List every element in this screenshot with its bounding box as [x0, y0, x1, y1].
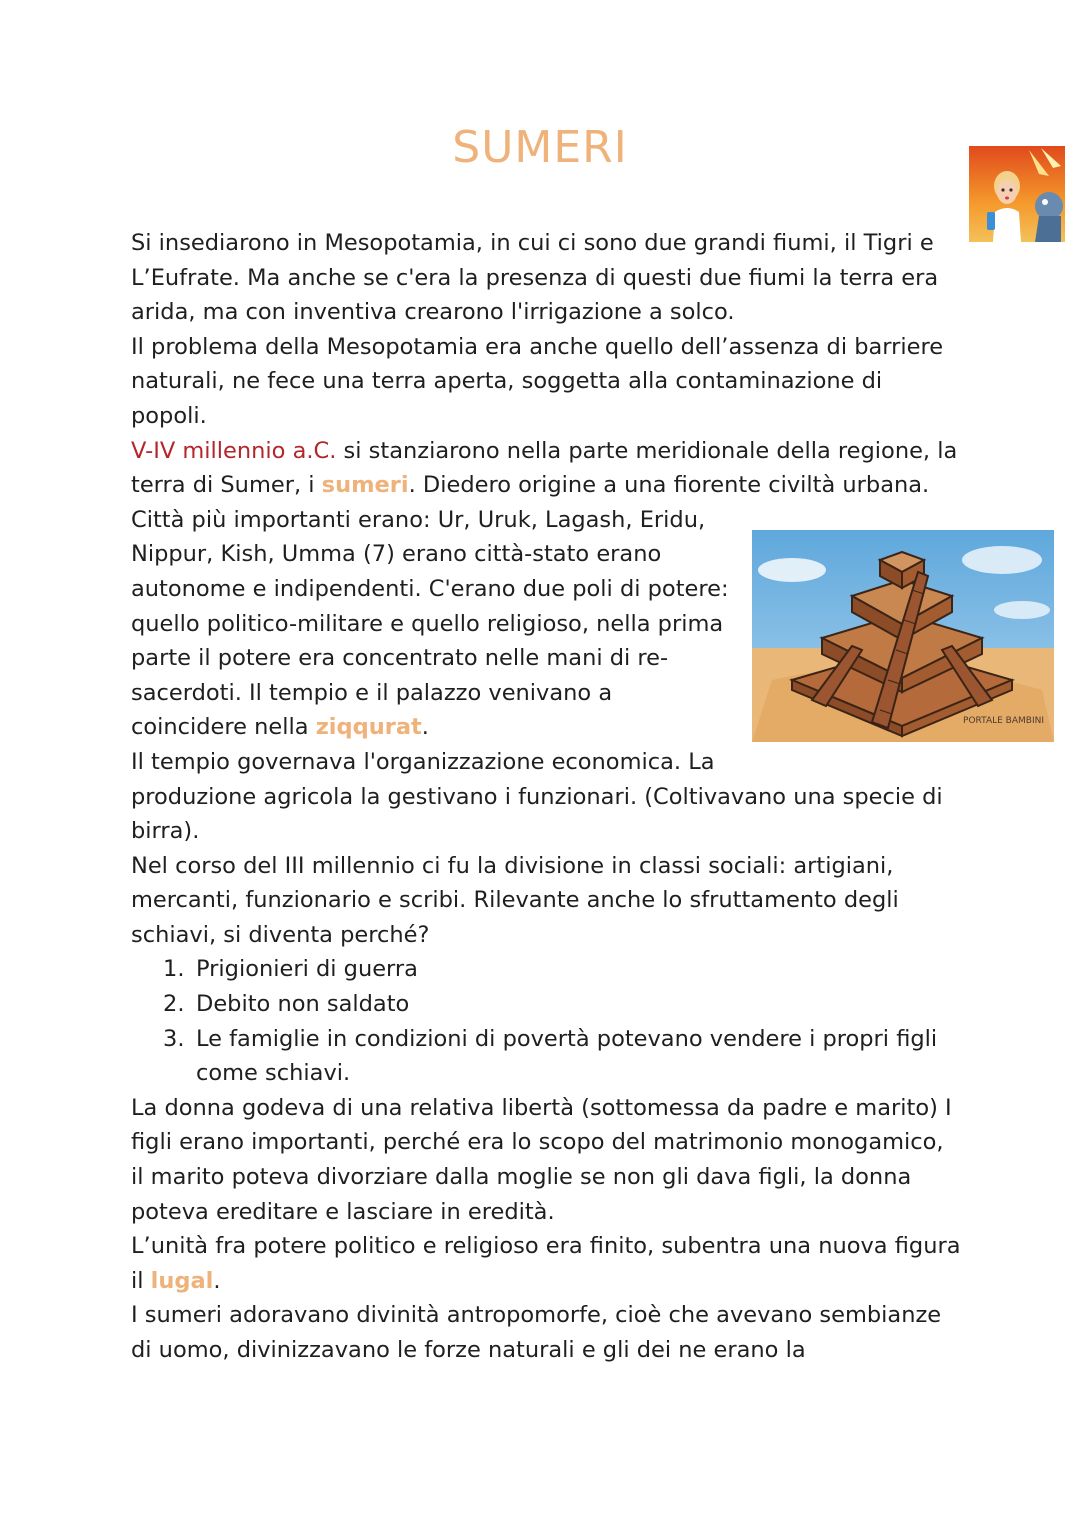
paragraph: Nel corso del III millennio ci fu la divisione in classi sociali: artigiani, mercanti, funzionario e scribi. Rilevante anche lo sfruttamento degli schiavi, si diventa perché? — [131, 852, 899, 948]
paragraph — [131, 434, 961, 503]
image-caption: PORTALE BAMBINI — [963, 716, 1044, 727]
keyword-ziqqurat: ziqqurat — [315, 714, 422, 741]
paragraph — [131, 1229, 961, 1298]
paragraph-text: L’unità fra potere politico e religioso era finito, subentra una nuova figura il — [131, 1233, 961, 1294]
date-highlight: V-IV millennio a.C. — [131, 437, 337, 464]
document-body — [131, 226, 1044, 1368]
ziggurat-image — [752, 530, 1054, 742]
paragraph-text: Città più importanti erano: Ur, Uruk, Lagash, Eridu, Nippur, Kish, Umma (7) erano città-stato erano autonome e indipendenti. C'erano due poli di potere: quello politico-militare e quello religioso, nella prima parte il potere era concentrato nelle mani di re-sacerdoti. Il tempio e il palazzo venivano a coincidere nella — [131, 506, 729, 741]
keyword-lugal: lugal — [150, 1267, 214, 1294]
list-item-text: Le famiglie in condizioni di povertà potevano vendere i propri figli come schiavi. — [196, 1025, 938, 1087]
keyword-sumeri: sumeri — [321, 472, 409, 499]
paragraph-text: . — [213, 1267, 221, 1294]
list-item — [131, 987, 961, 1022]
paragraph: La donna godeva di una relativa libertà (sottomessa da padre e marito) I figli erano importanti, perché era lo scopo del matrimonio monogamico, il marito poteva divorziare dalla moglie se non gli dava figli, la donna poteva ereditare e lasciare in eredità. — [131, 1094, 952, 1225]
paragraph-text: si stanziarono nella parte meridionale della regione, la terra di Sumer, i — [131, 437, 958, 499]
list-item — [131, 1022, 961, 1091]
list-item-text: Prigionieri di guerra — [196, 956, 418, 983]
paragraph: Il problema della Mesopotamia era anche quello dell’assenza di barriere naturali, ne fece una terra aperta, soggetta alla contaminazione di popoli. — [131, 333, 944, 429]
paragraph: Si insediarono in Mesopotamia, in cui ci sono due grandi fiumi, il Tigri e L’Eufrate. Ma anche se c'era la presenza di questi due fiumi la terra era arida, ma con inventiva crearono l'irrigazione a solco. — [131, 230, 939, 326]
paragraph: I sumeri adoravano divinità antropomorfe, cioè che avevano sembianze di uomo, divinizzavano le forze naturali e gli dei ne erano la — [131, 1302, 942, 1363]
list-item — [131, 952, 961, 987]
list-item-text: Debito non saldato — [196, 991, 410, 1018]
list-number: 3. — [163, 1025, 185, 1052]
numbered-list — [131, 952, 961, 1090]
list-number: 1. — [163, 956, 185, 983]
paragraph-text: . — [421, 714, 429, 741]
page-title: SUMERI — [452, 122, 628, 173]
avatar-illustration — [969, 146, 1065, 242]
paragraph: Il tempio governava l'organizzazione economica. La produzione agricola la gestivano i funzionari. (Coltivavano una specie di birra). — [131, 748, 943, 845]
list-number: 2. — [163, 991, 185, 1018]
paragraph-text: . Diedero origine a una fiorente civiltà urbana. — [408, 472, 930, 499]
